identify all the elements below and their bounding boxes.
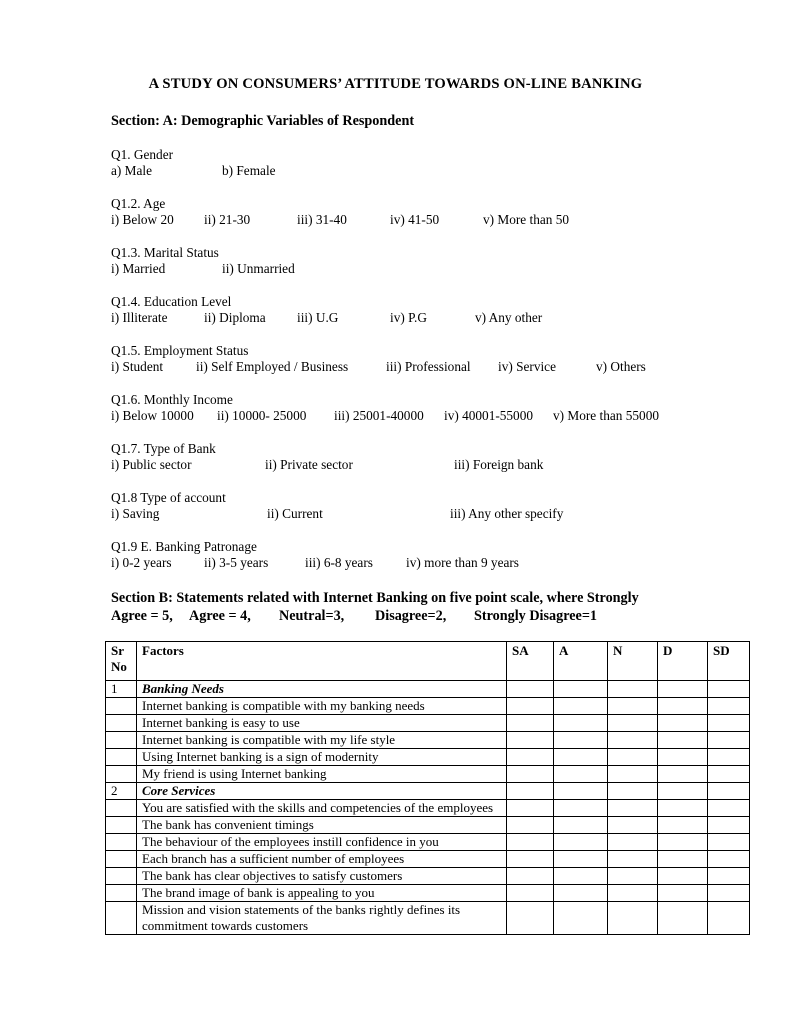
sr-cell [106, 868, 137, 885]
rating-cell[interactable] [554, 800, 608, 817]
document-title: A STUDY ON CONSUMERS’ ATTITUDE TOWARDS ON-LINE BANKING [148, 76, 643, 92]
option-ug[interactable]: iii) U.G [297, 310, 339, 325]
section-b-heading [111, 589, 701, 625]
rating-cell[interactable] [554, 783, 608, 800]
rating-cell[interactable] [608, 834, 658, 851]
option-saving[interactable]: i) Saving [111, 506, 160, 521]
question-label: Q1.9 E. Banking Patronage [111, 539, 257, 554]
table-row [106, 749, 750, 766]
table-row [106, 834, 750, 851]
question-marital-status [111, 245, 771, 277]
option-professional[interactable]: iii) Professional [386, 359, 471, 374]
sr-cell [106, 715, 137, 732]
question-label: Q1.8 Type of account [111, 490, 226, 505]
rating-cell[interactable] [658, 698, 708, 715]
rating-cell[interactable] [708, 851, 750, 868]
rating-cell[interactable] [708, 681, 750, 698]
rating-cell[interactable] [554, 698, 608, 715]
rating-cell[interactable] [708, 783, 750, 800]
rating-cell[interactable] [708, 749, 750, 766]
rating-cell[interactable] [658, 715, 708, 732]
rating-cell[interactable] [554, 834, 608, 851]
factor-cell: The brand image of bank is appealing to you [137, 885, 507, 902]
table-row [106, 681, 750, 698]
option-age-31-40[interactable]: iii) 31-40 [297, 212, 347, 227]
rating-cell[interactable] [554, 851, 608, 868]
factor-cell: Internet banking is compatible with my life style [137, 732, 507, 749]
table-row [106, 732, 750, 749]
table-row [106, 698, 750, 715]
option-age-more-than-50[interactable]: v) More than 50 [483, 212, 570, 227]
option-female[interactable]: b) Female [222, 163, 276, 178]
table-row [106, 783, 750, 800]
header-sd: SD [708, 642, 750, 681]
option-service[interactable]: iv) Service [498, 359, 556, 374]
sr-cell [106, 698, 137, 715]
table-row [106, 715, 750, 732]
option-married[interactable]: i) Married [111, 261, 166, 276]
option-income-40001-55000[interactable]: iv) 40001-55000 [444, 408, 534, 423]
rating-cell[interactable] [507, 902, 554, 935]
rating-cell[interactable] [554, 715, 608, 732]
table-row [106, 885, 750, 902]
rating-cell[interactable] [708, 817, 750, 834]
rating-cell[interactable] [554, 732, 608, 749]
question-monthly-income [111, 392, 771, 424]
rating-cell[interactable] [554, 868, 608, 885]
rating-cell[interactable] [708, 868, 750, 885]
rating-cell[interactable] [708, 902, 750, 935]
header-n: N [608, 642, 658, 681]
rating-cell[interactable] [507, 783, 554, 800]
question-label: Q1.5. Employment Status [111, 343, 249, 358]
rating-cell[interactable] [554, 749, 608, 766]
table-header-row [106, 642, 750, 681]
option-age-21-30[interactable]: ii) 21-30 [204, 212, 251, 227]
rating-cell[interactable] [658, 885, 708, 902]
rating-cell[interactable] [608, 698, 658, 715]
sr-cell: 1 [106, 681, 137, 698]
sr-cell [106, 749, 137, 766]
question-label: Q1.2. Age [111, 196, 166, 211]
rating-cell[interactable] [658, 749, 708, 766]
scale-strongly-disagree: Strongly Disagree=1 [474, 608, 598, 624]
rating-cell[interactable] [658, 800, 708, 817]
option-income-10000-25000[interactable]: ii) 10000- 25000 [217, 408, 307, 423]
factor-cell: Mission and vision statements of the banks rightly defines its commitment towards customers [137, 902, 507, 935]
sr-cell [106, 732, 137, 749]
sr-cell [106, 834, 137, 851]
table-row [106, 902, 750, 935]
rating-cell[interactable] [658, 732, 708, 749]
rating-cell[interactable] [708, 698, 750, 715]
rating-cell[interactable] [507, 766, 554, 783]
sr-cell [106, 851, 137, 868]
rating-cell[interactable] [554, 766, 608, 783]
header-a: A [554, 642, 608, 681]
option-public-sector[interactable]: i) Public sector [111, 457, 192, 472]
table-row [106, 766, 750, 783]
option-current[interactable]: ii) Current [267, 506, 323, 521]
rating-cell[interactable] [507, 868, 554, 885]
sr-cell [106, 817, 137, 834]
rating-cell[interactable] [708, 834, 750, 851]
rating-cell[interactable] [608, 749, 658, 766]
group-heading-banking-needs: Banking Needs [137, 681, 507, 698]
question-type-of-bank [111, 441, 771, 473]
rating-cell[interactable] [507, 698, 554, 715]
scale-neutral: Neutral=3, [279, 608, 345, 624]
question-employment-status [111, 343, 771, 375]
section-b-line1: Section B: Statements related with Internet Banking on five point scale, where Strongly [111, 590, 639, 606]
option-age-41-50[interactable]: iv) 41-50 [390, 212, 440, 227]
rating-cell[interactable] [658, 902, 708, 935]
header-factors: Factors [137, 642, 507, 681]
option-3-5-years[interactable]: ii) 3-5 years [204, 555, 269, 570]
rating-cell[interactable] [708, 885, 750, 902]
factor-cell: Internet banking is easy to use [137, 715, 507, 732]
question-gender [111, 147, 771, 179]
rating-cell[interactable] [507, 885, 554, 902]
rating-cell[interactable] [608, 783, 658, 800]
rating-cell[interactable] [658, 783, 708, 800]
option-0-2-years[interactable]: i) 0-2 years [111, 555, 172, 570]
rating-cell[interactable] [708, 732, 750, 749]
rating-cell[interactable] [554, 902, 608, 935]
factor-cell: The behaviour of the employees instill confidence in you [137, 834, 507, 851]
rating-cell[interactable] [708, 766, 750, 783]
scale-disagree: Disagree=2, [375, 608, 447, 624]
question-label: Q1.7. Type of Bank [111, 441, 216, 456]
factor-cell: The bank has clear objectives to satisfy customers [137, 868, 507, 885]
option-any-other-specify[interactable]: iii) Any other specify [450, 506, 564, 521]
rating-cell[interactable] [608, 902, 658, 935]
rating-cell[interactable] [554, 681, 608, 698]
scale-agree: Agree = 4, [189, 608, 251, 624]
question-label: Q1.4. Education Level [111, 294, 232, 309]
factor-cell: The bank has convenient timings [137, 817, 507, 834]
option-unmarried[interactable]: ii) Unmarried [222, 261, 295, 276]
option-6-8-years[interactable]: iii) 6-8 years [305, 555, 373, 570]
header-sr-no: Sr No [106, 642, 137, 681]
option-student[interactable]: i) Student [111, 359, 164, 374]
option-pg[interactable]: iv) P.G [390, 310, 427, 325]
factor-cell: You are satisfied with the skills and competencies of the employees [137, 800, 507, 817]
rating-cell[interactable] [658, 817, 708, 834]
rating-cell[interactable] [608, 868, 658, 885]
sr-cell: 2 [106, 783, 137, 800]
rating-cell[interactable] [507, 817, 554, 834]
likert-table [105, 641, 750, 935]
rating-cell[interactable] [507, 851, 554, 868]
option-illiterate[interactable]: i) Illiterate [111, 310, 168, 325]
factor-cell: Using Internet banking is a sign of modernity [137, 749, 507, 766]
option-age-below-20[interactable]: i) Below 20 [111, 212, 174, 227]
rating-cell[interactable] [658, 766, 708, 783]
group-heading-core-services: Core Services [137, 783, 507, 800]
rating-cell[interactable] [708, 715, 750, 732]
question-age [111, 196, 771, 228]
factor-cell: Internet banking is compatible with my banking needs [137, 698, 507, 715]
rating-cell[interactable] [608, 766, 658, 783]
section-b-scale [111, 607, 701, 625]
rating-cell[interactable] [608, 681, 658, 698]
table-row [106, 868, 750, 885]
rating-cell[interactable] [507, 749, 554, 766]
factor-cell: My friend is using Internet banking [137, 766, 507, 783]
question-ebanking-patronage [111, 539, 771, 571]
option-male[interactable]: a) Male [111, 163, 152, 178]
rating-cell[interactable] [608, 715, 658, 732]
question-education-level [111, 294, 771, 326]
option-self-employed[interactable]: ii) Self Employed / Business [196, 359, 349, 374]
header-d: D [658, 642, 708, 681]
rating-cell[interactable] [658, 868, 708, 885]
question-label: Q1.6. Monthly Income [111, 392, 233, 407]
sr-cell [106, 902, 137, 935]
factor-cell: Each branch has a sufficient number of employees [137, 851, 507, 868]
option-any-other[interactable]: v) Any other [475, 310, 543, 325]
rating-cell[interactable] [507, 800, 554, 817]
option-income-below-10000[interactable]: i) Below 10000 [111, 408, 194, 423]
option-income-25001-40000[interactable]: iii) 25001-40000 [334, 408, 424, 423]
rating-cell[interactable] [608, 885, 658, 902]
question-label: Q1. Gender [111, 147, 174, 162]
option-more-than-9-years[interactable]: iv) more than 9 years [406, 555, 519, 570]
option-income-more-than-55000[interactable]: v) More than 55000 [553, 408, 659, 423]
table-row [106, 817, 750, 834]
scale-strongly-agree: Agree = 5, [111, 608, 173, 624]
rating-cell[interactable] [608, 851, 658, 868]
option-private-sector[interactable]: ii) Private sector [265, 457, 353, 472]
sr-cell [106, 800, 137, 817]
question-label: Q1.3. Marital Status [111, 245, 219, 260]
rating-cell[interactable] [507, 732, 554, 749]
option-foreign-bank[interactable]: iii) Foreign bank [454, 457, 544, 472]
rating-cell[interactable] [554, 817, 608, 834]
header-sa: SA [507, 642, 554, 681]
rating-cell[interactable] [507, 715, 554, 732]
rating-cell[interactable] [554, 885, 608, 902]
sr-cell [106, 766, 137, 783]
rating-cell[interactable] [608, 800, 658, 817]
rating-cell[interactable] [608, 817, 658, 834]
rating-cell[interactable] [708, 800, 750, 817]
rating-cell[interactable] [507, 681, 554, 698]
section-a-heading: Section: A: Demographic Variables of Respondent [111, 113, 415, 129]
question-type-of-account [111, 490, 771, 522]
rating-cell[interactable] [608, 732, 658, 749]
option-others[interactable]: v) Others [596, 359, 646, 374]
rating-cell[interactable] [658, 834, 708, 851]
rating-cell[interactable] [658, 851, 708, 868]
option-diploma[interactable]: ii) Diploma [204, 310, 266, 325]
sr-cell [106, 885, 137, 902]
rating-cell[interactable] [507, 834, 554, 851]
table-row [106, 800, 750, 817]
rating-cell[interactable] [658, 681, 708, 698]
table-row [106, 851, 750, 868]
